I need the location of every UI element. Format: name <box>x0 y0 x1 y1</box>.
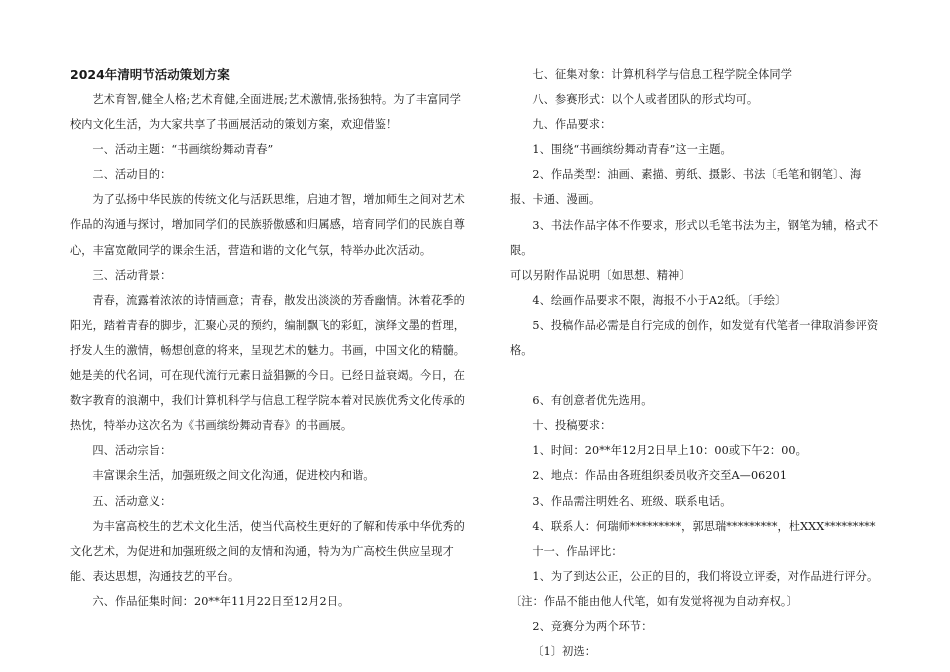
right-column <box>510 62 882 664</box>
submission-item: 4、联系人：何瑞师*********，郭思瑞*********，杜XXX********* <box>532 519 876 533</box>
submission-item: 1、时间：20**年12月2日早上10：00或下午2：00。 <box>532 444 807 458</box>
blank-line <box>510 363 882 388</box>
requirement-item-continued: 可以另附作品说明〔如思想、精神〕 <box>510 268 691 282</box>
requirement-item: 5、投稿作品必需是自行完成的创作，如发觉有代笔者一律取消参评资格。 <box>510 318 879 358</box>
requirement-item: 4、绘画作品要求不限，海报不小于A2纸。〔手绘〕 <box>532 293 787 307</box>
requirement-item: 3、书法作品字体不作要求，形式以毛笔书法为主，钢笔为辅，格式不限。 <box>510 218 879 257</box>
requirement-item: 2、作品类型：油画、素描、剪纸、摄影、书法〔毛笔和钢笔〕、海报、卡通、漫画。 <box>510 168 862 207</box>
section-theme: 一、活动主题：“书画缤纷舞动青春” <box>92 143 274 157</box>
section-collection-time: 六、作品征集时间：20**年11月22日至12月2日。 <box>92 594 350 608</box>
requirement-item: 1、围绕“书画缤纷舞动青春”这一主题。 <box>532 143 732 157</box>
section-evaluation-heading: 十一、作品评比： <box>532 544 623 558</box>
evaluation-item: 1、为了到达公正，公正的目的，我们将设立评委，对作品进行评分。〔注：作品不能由他人代笔，如有发觉将视为自动弃权。〕 <box>510 569 879 608</box>
left-column <box>70 62 470 614</box>
submission-item: 3、作品需注明姓名、班级、联系电话。 <box>532 494 732 508</box>
section-aim-heading: 四、活动宗旨： <box>92 444 172 458</box>
aim-paragraph: 丰富课余生活，加强班级之间文化沟通，促进校内和谐。 <box>92 469 375 483</box>
section-submission-heading: 十、投稿要求： <box>532 419 612 433</box>
significance-paragraph: 为丰富高校生的艺术文化生活，使当代高校生更好的了解和传承中华优秀的文化艺术，为促进和加强班级之间的友情和沟通，特为为广高校生供应呈现才能、表达思想，沟通技艺的平台。 <box>70 519 465 583</box>
document-title: 2024年清明节活动策划方案 <box>70 67 230 82</box>
background-paragraph: 青春，流露着浓浓的诗情画意；青春，散发出淡淡的芳香幽情。沐着花季的阳光，踏着青春的脚步，汇聚心灵的预约，编制飘飞的彩虹，演绎文墨的哲理，抒发人生的激情，畅想创意的将来，呈现艺术的魅力。书画，中国文化的精髓。她是美的代名词，可在现代流行元素日益猖獗的今日。已经日益衰竭。今日，在数字教育的浪潮中，我们计算机科学与信息工程学院本着对民族优秀文化传承的热忱，特举办这次名为《书画缤纷舞动青春》的书画展。 <box>70 293 466 433</box>
evaluation-subitem: 〔1〕初选： <box>532 645 597 659</box>
intro-paragraph: 艺术育智,健全人格;艺术育健,全面进展;艺术激情,张扬独特。为了丰富同学校内文化生活，为大家共享了书画展活动的策划方案，欢迎借鉴！ <box>70 93 462 132</box>
submission-item: 2、地点：作品由各班组织委员收齐交至A—06201 <box>532 469 788 483</box>
section-format: 八、参赛形式：以个人或者团队的形式均可。 <box>532 93 759 107</box>
section-background-heading: 三、活动背景： <box>92 268 172 282</box>
evaluation-item: 2、竞赛分为两个环节： <box>532 619 653 633</box>
purpose-paragraph: 为了弘扬中华民族的传统文化与活跃思维，启迪才智，增加师生之间对艺术作品的沟通与探讨，增加同学们的民族骄傲感和归属感，培育同学们的民族自尊心，丰富宽敞同学的课余生活，营造和谐的文化气氛，特举办此次活动。 <box>70 193 466 257</box>
section-purpose-heading: 二、活动目的： <box>92 168 172 182</box>
requirement-item: 6、有创意者优先选用。 <box>532 394 653 408</box>
section-significance-heading: 五、活动意义： <box>92 494 172 508</box>
section-requirements-heading: 九、作品要求： <box>532 118 612 132</box>
section-participants: 七、征集对象：计算机科学与信息工程学院全体同学 <box>532 68 793 81</box>
